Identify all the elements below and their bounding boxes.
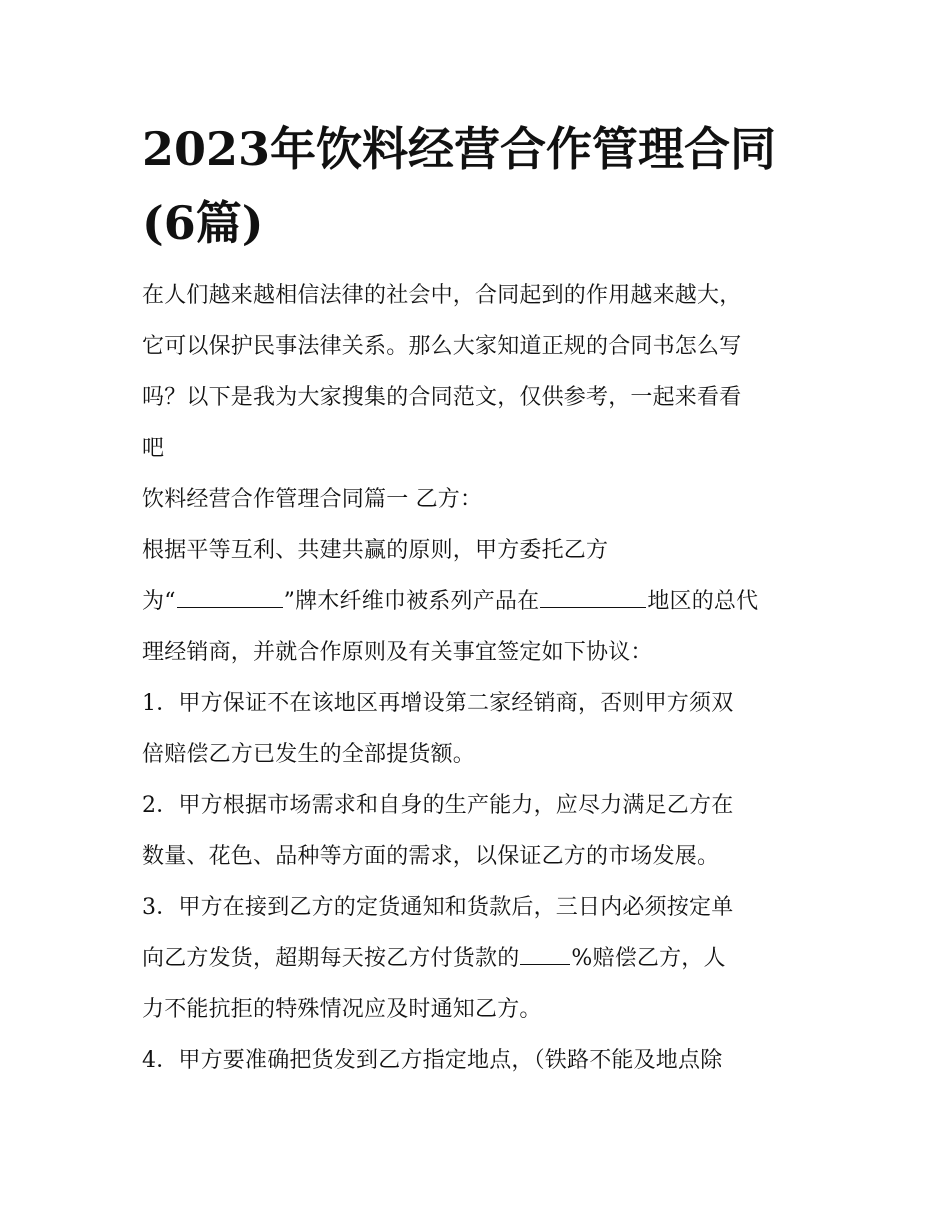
item-1-line-1: 1．甲方保证不在该地区再增设第二家经销商，否则甲方须双: [142, 691, 734, 716]
intro-line-2: 它可以保护民事法律关系。那么大家知道正规的合同书怎么写: [142, 334, 742, 359]
item-1-line-2: 倍赔偿乙方已发生的全部提货额。: [142, 742, 476, 767]
item-3-line-3: 力不能抗拒的特殊情况应及时通知乙方。: [142, 997, 542, 1022]
paragraph-1: 根据平等互利、共建共赢的原则，甲方委托乙方: [142, 538, 609, 563]
intro-line-4: 吧: [142, 436, 165, 461]
region-blank: [540, 587, 646, 608]
item-3-line-2-part-b: %赔偿乙方，人: [571, 946, 726, 971]
item-3-line-2: [142, 933, 822, 984]
paragraph-3: 理经销商，并就合作原则及有关事宜签定如下协议：: [142, 640, 653, 665]
paragraph-2-part-a: 为“: [142, 589, 176, 614]
intro-line-1: 在人们越来越相信法律的社会中，合同起到的作用越来越大，: [142, 283, 742, 308]
item-3-line-1: 3．甲方在接到乙方的定货通知和货款后，三日内必须按定单: [142, 895, 734, 920]
paragraph-2: [142, 576, 822, 627]
item-4-line-1: 4．甲方要准确把货发到乙方指定地点，（铁路不能及地点除: [142, 1048, 723, 1073]
brand-blank: [177, 587, 283, 608]
title-line-2: (6篇): [142, 196, 264, 250]
document-page: [142, 112, 822, 1086]
paragraph-2-part-c: 地区的总代: [647, 589, 759, 614]
section-heading: 饮料经营合作管理合同篇一 乙方：: [142, 487, 483, 512]
percent-blank: [520, 944, 570, 965]
item-2-line-1: 2．甲方根据市场需求和自身的生产能力，应尽力满足乙方在: [142, 793, 734, 818]
item-2-line-2: 数量、花色、品种等方面的需求，以保证乙方的市场发展。: [142, 844, 720, 869]
title-line-1: 2023年饮料经营合作管理合同: [142, 122, 777, 176]
intro-line-3: 吗？以下是我为大家搜集的合同范文，仅供参考，一起来看看: [142, 385, 742, 410]
paragraph-2-part-b: ”牌木纤维巾被系列产品在: [283, 589, 540, 614]
document-title: [142, 112, 822, 260]
item-3-line-2-part-a: 向乙方发货，超期每天按乙方付货款的: [142, 946, 520, 971]
